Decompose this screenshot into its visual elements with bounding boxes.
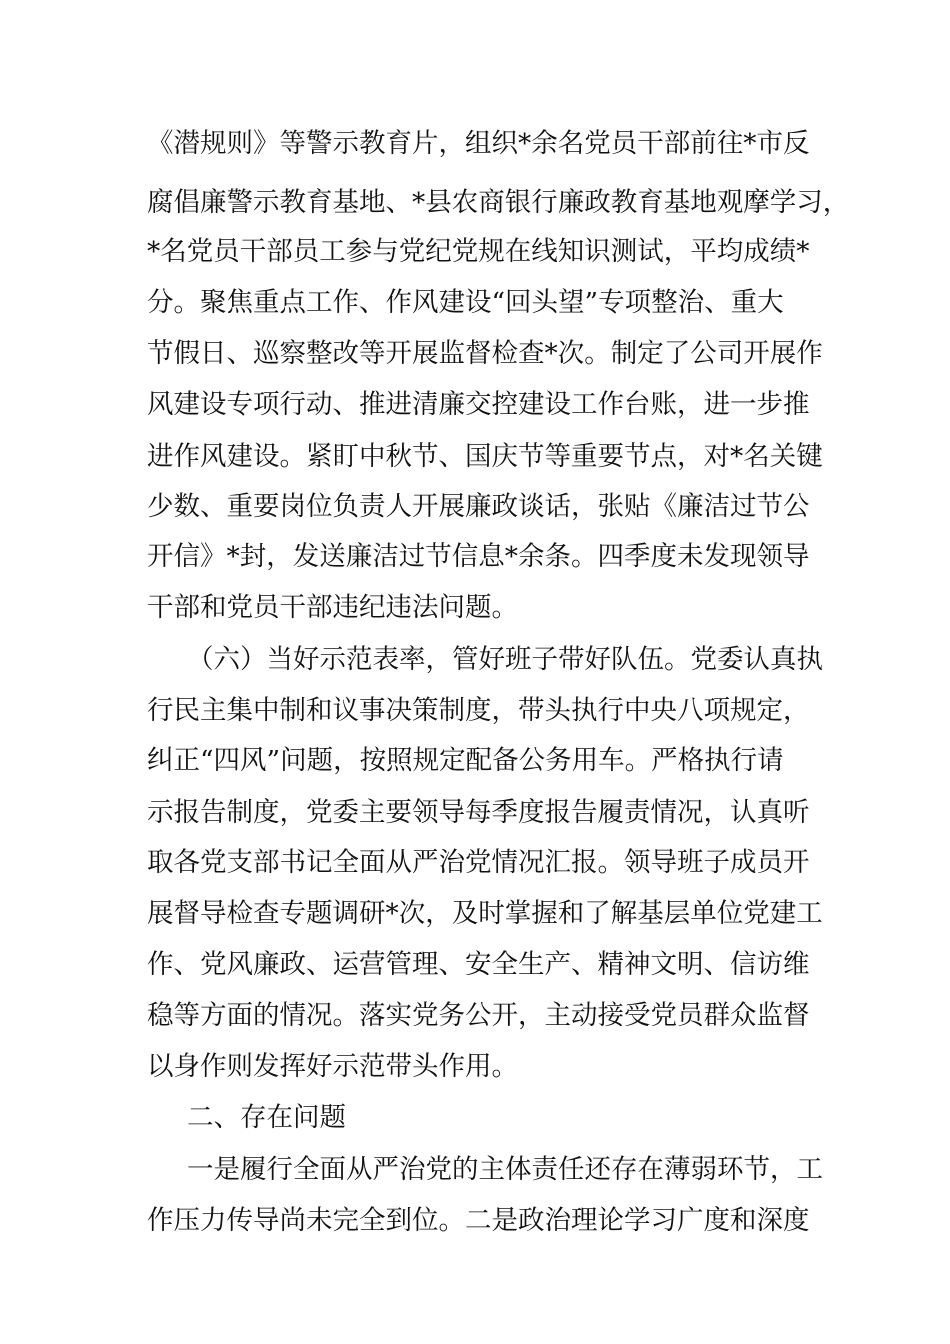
text-line: 作、党风廉政、运营管理、安全生产、精神文明、信访维 xyxy=(147,949,810,980)
text-line: 风建设专项行动、推进清廉交控建设工作台账，进一步推 xyxy=(147,389,810,420)
text-line: 行民主集中制和议事决策制度，带头执行中央八项规定， xyxy=(147,695,810,726)
text-line: 节假日、巡察整改等开展监督检查*次。制定了公司开展作 xyxy=(147,338,823,369)
section-heading-line: （六）当好示范表率，管好班子带好队伍。党委认真执 xyxy=(187,644,823,675)
text-line: 少数、重要岗位负责人开展廉政谈话，张贴《廉洁过节公 xyxy=(147,491,810,522)
text-line: 稳等方面的情况。落实党务公开，主动接受党员群众监督 xyxy=(147,1000,810,1031)
text-line: 展督导检查专题调研*次，及时掌握和了解基层单位党建工 xyxy=(147,898,823,929)
text-line: 干部和党员干部违纪违法问题。 xyxy=(147,592,518,623)
text-line: 作压力传导尚未完全到位。二是政治理论学习广度和深度 xyxy=(147,1205,810,1236)
text-line: 进作风建设。紧盯中秋节、国庆节等重要节点，对*名关键 xyxy=(147,441,823,472)
text-line: 《潜规则》等警示教育片，组织*余名党员干部前往*市反 xyxy=(147,128,810,159)
text-line: 示报告制度，党委主要领导每季度报告履责情况，认真听 xyxy=(147,797,810,828)
text-line: 一是履行全面从严治党的主体责任还存在薄弱环节，工 xyxy=(187,1154,823,1185)
text-line: 分。聚焦重点工作、作风建设“回头望”专项整治、重大 xyxy=(147,287,784,318)
text-line: 开信》*封，发送廉洁过节信息*余条。四季度未发现领导 xyxy=(147,541,810,572)
text-line: 纠正“四风”问题，按照规定配备公务用车。严格执行请 xyxy=(147,745,784,776)
text-line: 取各党支部书记全面从严治党情况汇报。领导班子成员开 xyxy=(147,847,810,878)
text-line: *名党员干部员工参与党纪党规在线知识测试，平均成绩* xyxy=(147,236,810,267)
text-line: 腐倡廉警示教育基地、*县农商银行廉政教育基地观摩学习， xyxy=(147,187,850,218)
section-heading: 二、存在问题 xyxy=(187,1102,346,1133)
text-line: 以身作则发挥好示范带头作用。 xyxy=(147,1051,518,1082)
